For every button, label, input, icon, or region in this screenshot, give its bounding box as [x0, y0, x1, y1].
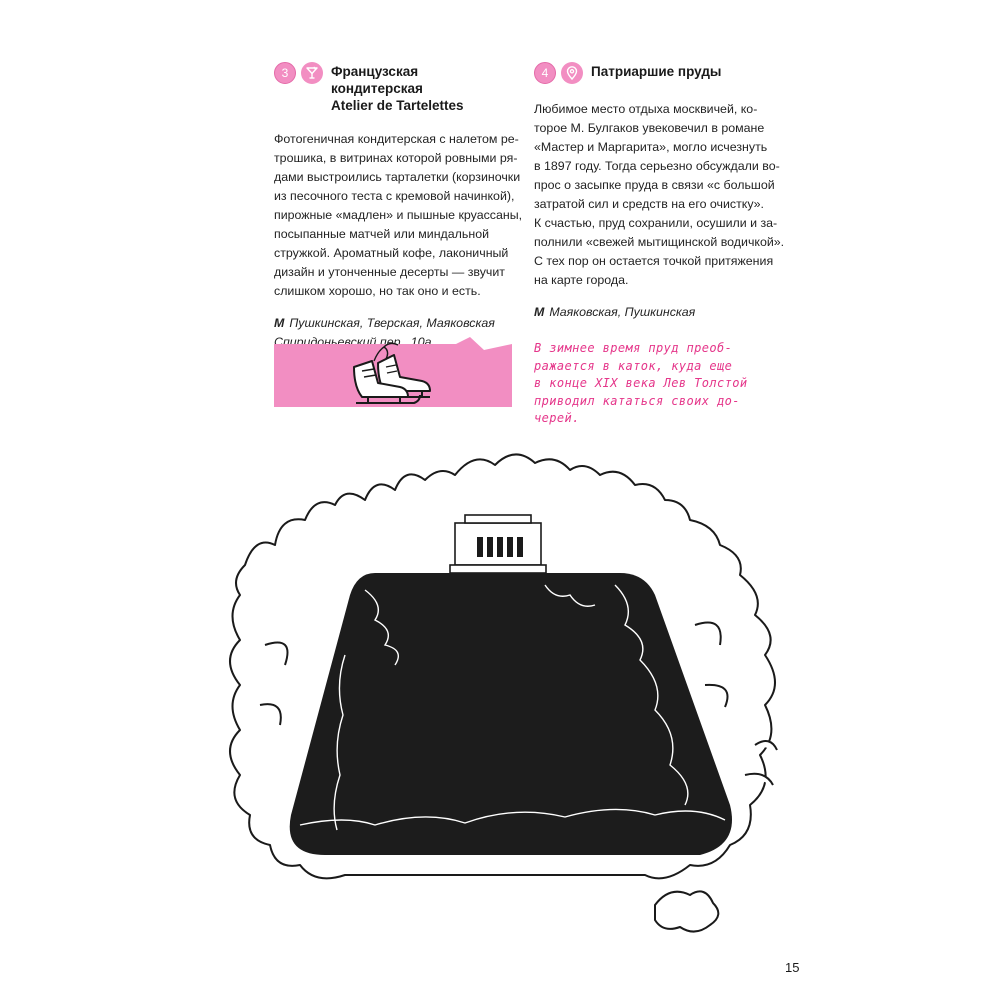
entry-title-line: Atelier de Tartelettes — [331, 98, 464, 113]
entry-title-line: Патриаршие пруды — [591, 64, 722, 79]
entry-3 — [274, 62, 523, 352]
note-line: приводил кататься своих до- — [534, 393, 740, 408]
pond-illustration — [225, 445, 785, 945]
entry-description — [534, 100, 785, 290]
metro-stations: Пушкинская, Тверская, Маяковская — [289, 316, 495, 330]
entry-description — [274, 130, 523, 301]
description-line: Фотогеничная кондитерская с налетом ре- — [274, 132, 519, 146]
description-line: торое М. Булгаков увековечил в романе — [534, 121, 765, 135]
description-line: полнили «свежей мытищинской водичкой». — [534, 235, 785, 249]
entry-4-header — [534, 62, 766, 84]
description-line: Любимое место отдыха москвичей, ко- — [534, 102, 758, 116]
description-line: затратой сил и средств на его очистку». — [534, 197, 765, 211]
entry-title — [331, 63, 506, 114]
description-line: трошика, в витринах которой ровными ря- — [274, 151, 518, 165]
entry-number-badge: 4 — [534, 62, 556, 84]
description-line: посыпанные матчей или миндальной — [274, 227, 490, 241]
entry-3-header — [274, 62, 506, 114]
entry-number-badge: 3 — [274, 62, 296, 84]
address: Спиридоньевский пер., 10а — [274, 335, 432, 349]
description-line: дизайн и утонченные десерты — звучит — [274, 265, 505, 279]
note-line: черей. — [534, 411, 580, 425]
description-line: С тех пор он остается точкой притяжения — [534, 254, 774, 268]
entry-title — [591, 63, 721, 80]
winter-note — [534, 340, 784, 428]
note-line: ражается в каток, куда еще — [534, 358, 733, 373]
skates-banner — [274, 337, 512, 407]
pavilion-building — [450, 515, 546, 573]
description-line: из песочного теста с кремовой начинкой), — [274, 189, 515, 203]
description-line: «Мастер и Маргарита», могло исчезнуть — [534, 140, 768, 154]
description-line: стружкой. Ароматный кофе, лаконичный — [274, 246, 509, 260]
description-line: К счастью, пруд сохранили, осушили и за- — [534, 216, 778, 230]
entry-title-line: Французская кондитерская — [331, 64, 423, 96]
description-line: дами выстроились тарталетки (корзиночки — [274, 170, 521, 184]
cocktail-glass-icon — [301, 62, 323, 84]
description-line: прос о засыпке пруда в связи «с большой — [534, 178, 775, 192]
metro-stations: Маяковская, Пушкинская — [549, 305, 696, 319]
note-line: в конце XIX века Лев Толстой — [534, 376, 748, 390]
description-line: на карте города. — [534, 273, 629, 287]
page-number: 15 — [785, 960, 800, 975]
description-line: в 1897 году. Тогда серьезно обсуждали во- — [534, 159, 780, 173]
map-pin-icon — [561, 62, 583, 84]
note-line: В зимнее время пруд преоб- — [534, 341, 733, 355]
entry-location — [534, 303, 766, 322]
entry-4 — [534, 62, 785, 322]
description-line: пирожные «мадлен» и пышные круассаны, — [274, 208, 523, 222]
metro-label: М — [534, 305, 545, 319]
metro-label: М — [274, 316, 285, 330]
ice-skates-icon — [274, 337, 512, 407]
description-line: слишком хорошо, но так оно и есть. — [274, 284, 481, 298]
